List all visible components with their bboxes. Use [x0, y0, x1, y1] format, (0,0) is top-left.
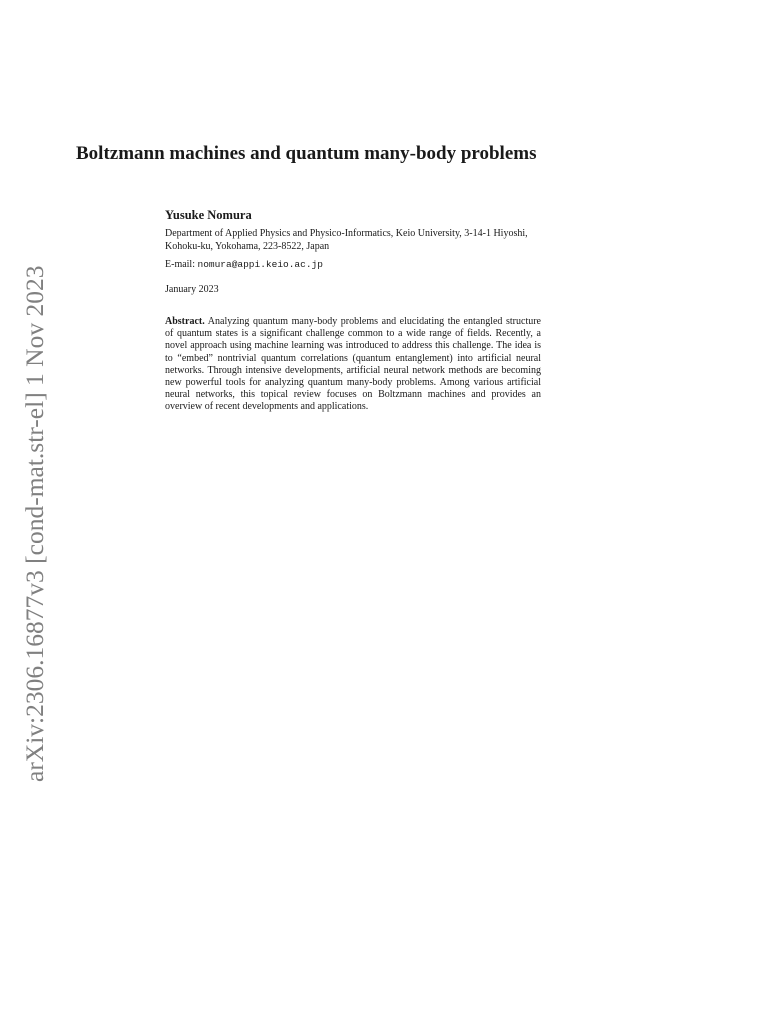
publication-date: January 2023 [165, 284, 219, 295]
author-email-line [165, 259, 541, 270]
author-name: Yusuke Nomura [165, 208, 252, 222]
paper-title: Boltzmann machines and quantum many-body problems [76, 143, 537, 164]
email-address[interactable]: nomura@appi.keio.ac.jp [197, 259, 323, 270]
email-label: E-mail: [165, 259, 195, 270]
author-affiliation: Department of Applied Physics and Physico-Informatics, Keio University, 3-14-1 Hiyoshi, Kohoku-ku, Yokohama, 223-8522, Japan [165, 228, 528, 252]
abstract [165, 316, 541, 414]
abstract-heading: Abstract. [165, 316, 205, 327]
abstract-text: Analyzing quantum many-body problems and elucidating the entangled structure of quantum states is a significant challenge common to a wide range of fields. Recently, a novel approach using machine learning was introduced to address this challenge. The idea is to “embed” nontrivial quantum correlations (quantum entanglement) into artificial neural networks. Through intensive developments, artificial neural network methods are becoming new powerful tools for analyzing quantum many-body problems. Among various artificial neural networks, this topical review focuses on Boltzmann machines and provides an overview of recent developments and applications. [165, 316, 541, 413]
arxiv-identifier-stamp: arXiv:2306.16877v3 [cond-mat.str-el] 1 Nov 2023 [20, 265, 49, 782]
